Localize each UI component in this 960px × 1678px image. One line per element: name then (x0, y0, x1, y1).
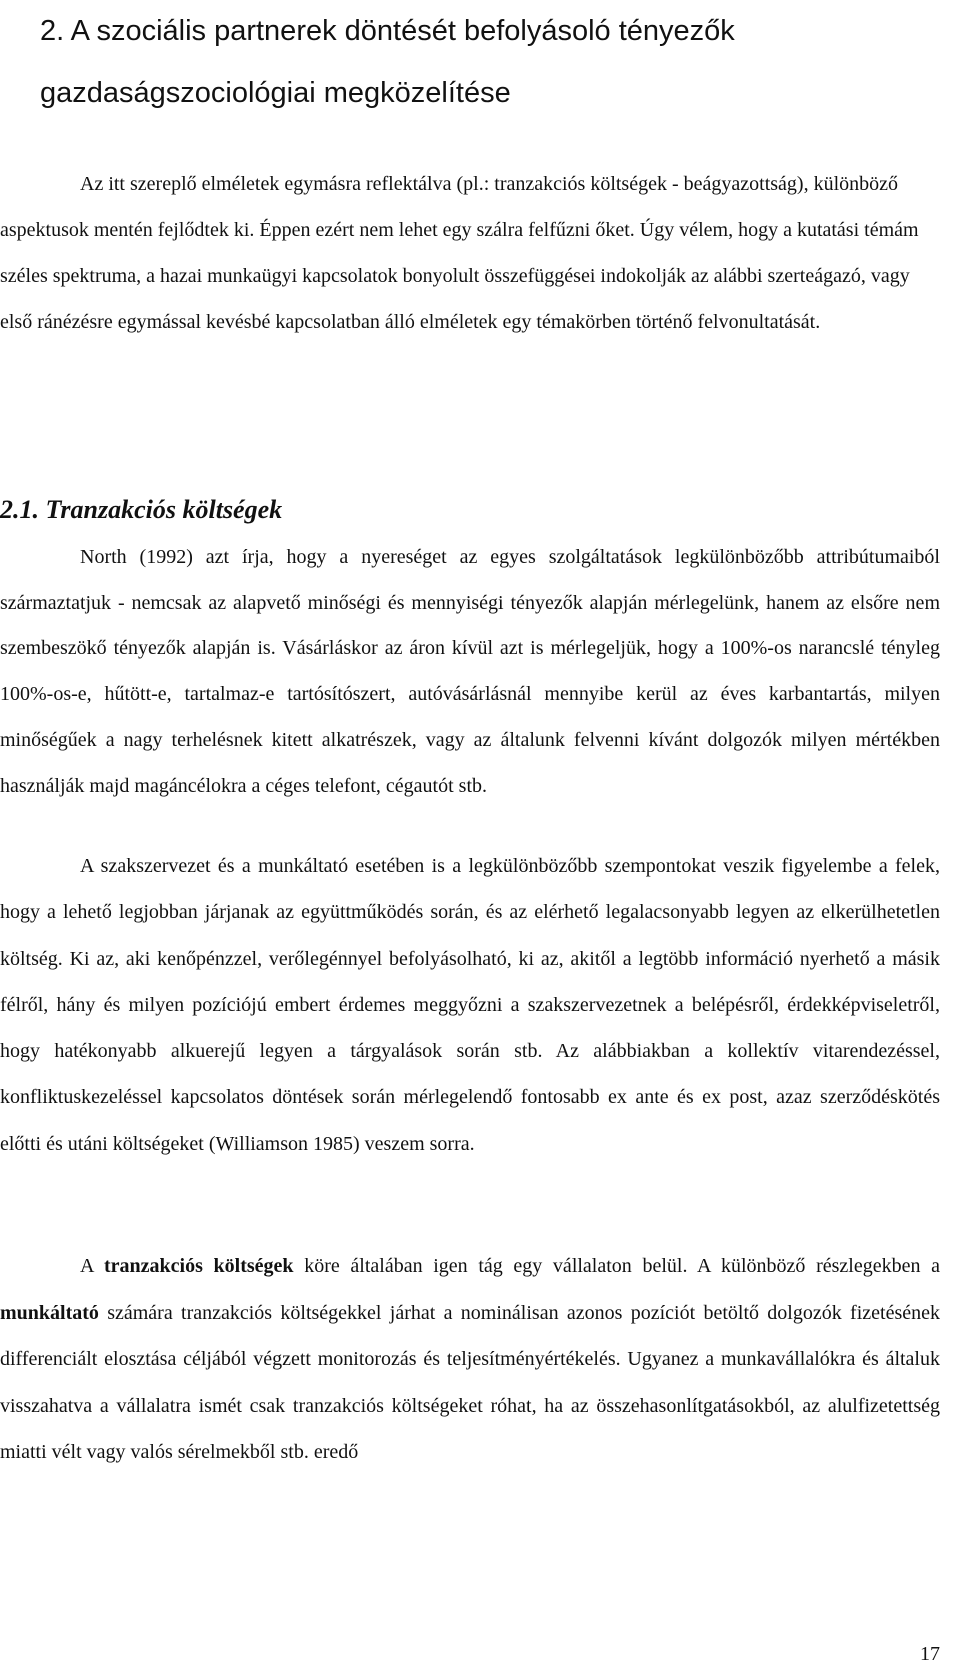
page-number: 17 (920, 1643, 940, 1665)
intro-paragraph (0, 161, 940, 345)
section-heading: 2.1. Tranzakciós költségek (0, 495, 283, 524)
body-paragraph-3 (0, 1243, 940, 1476)
paragraph-3-text-b: köre általában igen tág egy vállalaton belül. A különböző részlegekben a (293, 1255, 940, 1277)
body-paragraph-1 (0, 535, 940, 809)
chapter-title: 2. A szociális partnerek döntését befolyásoló tényezők gazdaságszociológiai megközelítése (40, 15, 735, 109)
paragraph-1-text: North (1992) azt írja, hogy a nyereséget az egyes szolgáltatások legkülönbözőbb attribútumaiból származtatjuk - nemcsak az alapvető minőségi és mennyiségi tényezők alapján mérlegelünk, hanem az elsőre nem szembeszökő tényezők alapján is. Vásárláskor az áron kívül azt is mérlegeljük, hogy a 100%-os narancslé tényleg 100%-os-e, hűtött-e, tartalmaz-e tartósítószert, autóvásárlásnál mennyibe kerül az éves karbantartás, milyen minőségűek a nagy terhelésnek kitett alkatrészek, vagy az általunk felvenni kívánt dolgozók milyen mértékben használják majd magáncélokra a céges telefont, cégautót stb. (0, 546, 940, 797)
intro-text: Az itt szereplő elméletek egymásra reflektálva (pl.: tranzakciós költségek - beágyazottság), különböző aspektusok mentén fejlődtek ki. Éppen ezért nem lehet egy szálra felfűzni őket. Úgy vélem, hogy a kutatási témám széles spektruma, a hazai munkaügyi kapcsolatok bonyolult összefüggései indokolják az alábbi szerteágazó, vagy első ránézésre egymással kevésbé kapcsolatban álló elméletek egy témakörben történő felvonultatását. (0, 173, 919, 333)
paragraph-2-text: A szakszervezet és a munkáltató esetében is a legkülönbözőbb szempontokat veszik figyelembe a felek, hogy a lehető legjobban járjanak az együttműködés során, és az elérhető legalacsonyabb legyen az elkerülhetetlen költség. Ki az, aki kenőpénzzel, verőlegénnyel befolyásolható, ki az, akitől a legtöbb információ nyerhető a másik félről, hány és milyen pozíciójú embert érdemes meggyőzni a szakszervezetnek a belépésről, érdekképviseletről, hogy hatékonyabb alkuerejű legyen a tárgyalások során stb. Az alábbiakban a kollektív vitarendezéssel, konfliktuskezeléssel kapcsolatos döntések során mérlegelendő fontosabb ex ante és ex post, azaz szerződéskötés előtti és utáni költségeket (Williamson 1985) veszem sorra. (0, 855, 940, 1155)
paragraph-3-text-c: számára tranzakciós költségekkel járhat a nominálisan azonos pozíciót betöltő dolgozók fizetésének differenciált elosztása céljából végzett monitorozás és teljesítményértékelés. Ugyanez a munkavállalókra és általuk visszahatva a vállalatra ismét csak tranzakciós költségeket róhat, ha az összehasonlítgatásokból, az alulfizetettség miatti vélt vagy valós sérelmekből stb. eredő (0, 1301, 940, 1463)
term-munkaltato: munkáltató (0, 1301, 99, 1324)
term-tranzakcios-koltsegek: tranzakciós költségek (104, 1255, 294, 1277)
paragraph-3-text-a: A (80, 1255, 104, 1277)
body-paragraph-2 (0, 843, 940, 1167)
